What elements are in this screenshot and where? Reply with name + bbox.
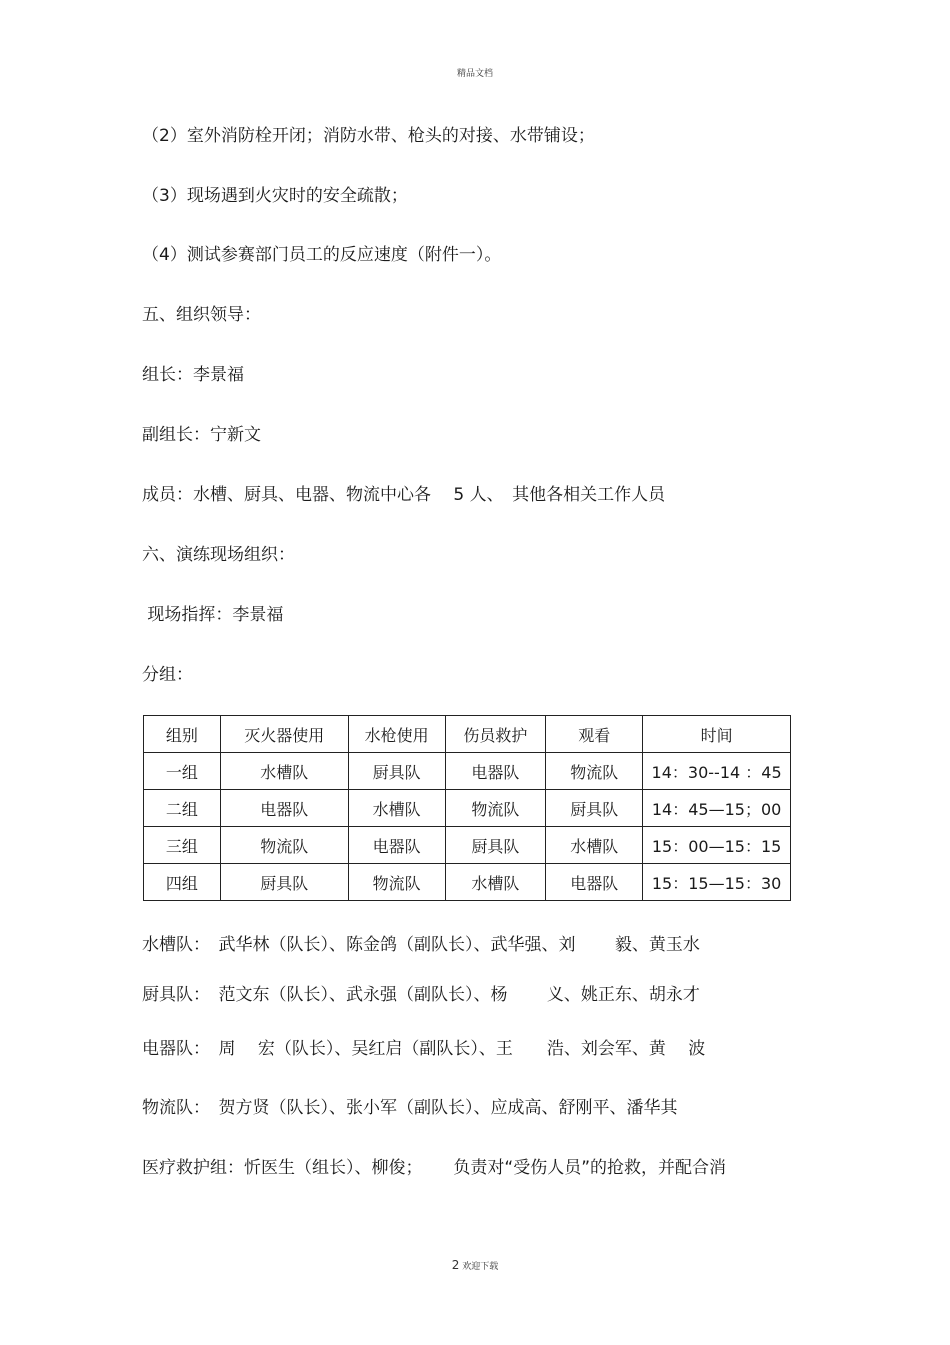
table-cell: 物流队 — [220, 827, 348, 864]
team-sink-line: 水槽队： 武华林（队长）、陈金鸽（副队长）、武华强、刘 毅、黄玉水 — [142, 935, 700, 955]
team-kitchen-line: 厨具队： 范文东（队长）、武永强（副队长）、杨 义、姚正东、胡永才 — [142, 985, 700, 1005]
grouping-table — [143, 715, 791, 901]
table-cell: 14：30--14 ：45 — [643, 753, 791, 790]
header-cell: 时间 — [643, 716, 791, 753]
table-cell: 物流队 — [546, 753, 643, 790]
table-row — [144, 864, 791, 901]
table-cell: 15：00—15：15 — [643, 827, 791, 864]
table-cell: 14：45—15；00 — [643, 790, 791, 827]
table-cell: 厨具队 — [445, 827, 546, 864]
item-3-line: （3）现场遇到火灾时的安全疏散； — [142, 186, 408, 206]
header-cell: 灭火器使用 — [220, 716, 348, 753]
members-line: 成员：水槽、厨具、电器、物流中心各 5 人、 其他各相关工作人员 — [142, 485, 666, 505]
header-cell: 伤员救护 — [445, 716, 546, 753]
table-cell: 一组 — [144, 753, 221, 790]
section-six-heading: 六、演练现场组织： — [142, 545, 295, 565]
commander-line: 现场指挥：李景福 — [142, 605, 284, 625]
table-cell: 厨具队 — [348, 753, 445, 790]
table-cell: 水槽队 — [445, 864, 546, 901]
medical-team-line: 医疗救护组：忻医生（组长）、柳俊； 负责对“受伤人员”的抢救，并配合消 — [142, 1158, 727, 1178]
table-row — [144, 753, 791, 790]
page-number: 2 — [451, 1258, 460, 1272]
header-cell: 观看 — [546, 716, 643, 753]
leader-line: 组长：李景福 — [142, 365, 244, 385]
page-footer — [0, 1258, 950, 1272]
table-cell: 15：15—15：30 — [643, 864, 791, 901]
table-row — [144, 827, 791, 864]
table-cell: 电器队 — [348, 827, 445, 864]
team-appliance-line: 电器队： 周 宏（队长）、吴红启（副队长）、王 浩、刘会军、黄 波 — [142, 1039, 706, 1059]
table-cell: 水槽队 — [348, 790, 445, 827]
item-4-line: （4）测试参赛部门员工的反应速度（附件一）。 — [142, 245, 502, 265]
header-cell: 水枪使用 — [348, 716, 445, 753]
table-cell: 物流队 — [348, 864, 445, 901]
table-cell: 厨具队 — [220, 864, 348, 901]
grouping-label: 分组： — [142, 665, 193, 685]
table-cell: 四组 — [144, 864, 221, 901]
section-five-heading: 五、组织领导： — [142, 305, 261, 325]
table-cell: 厨具队 — [546, 790, 643, 827]
page-header: 精品文档 — [456, 69, 493, 79]
table-cell: 水槽队 — [546, 827, 643, 864]
table-cell: 电器队 — [445, 753, 546, 790]
team-logistics-line: 物流队： 贺方贤（队长）、张小军（副队长）、应成高、舒刚平、潘华其 — [142, 1098, 678, 1118]
table-cell: 三组 — [144, 827, 221, 864]
table-cell: 水槽队 — [220, 753, 348, 790]
table-header-row — [144, 716, 791, 753]
deputy-leader-line: 副组长：宁新文 — [142, 425, 261, 445]
table-cell: 二组 — [144, 790, 221, 827]
table-cell: 电器队 — [220, 790, 348, 827]
table-row — [144, 790, 791, 827]
table-cell: 物流队 — [445, 790, 546, 827]
table-cell: 电器队 — [546, 864, 643, 901]
footer-text: 欢迎下载 — [462, 1262, 499, 1272]
item-2-line: （2）室外消防栓开闭；消防水带、枪头的对接、水带铺设； — [142, 126, 595, 146]
header-cell: 组别 — [144, 716, 221, 753]
